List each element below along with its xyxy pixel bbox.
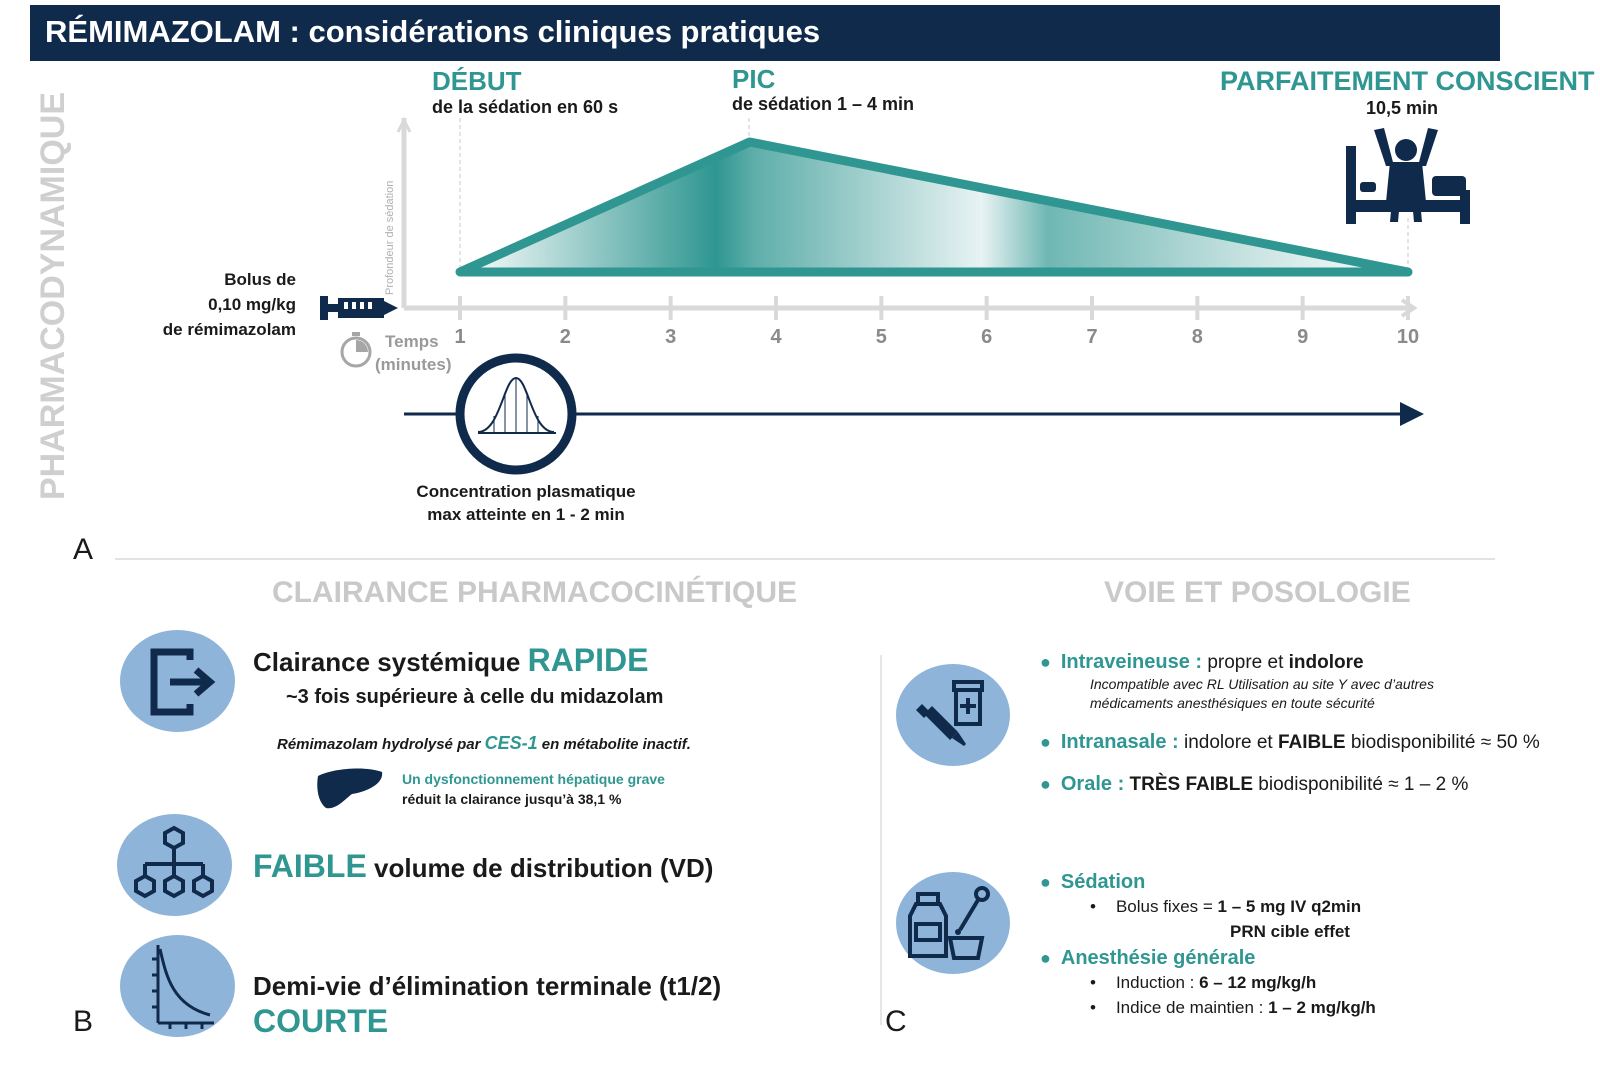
x-tick-label: 3 bbox=[665, 326, 677, 348]
liver-line1: Un dysfonctionnement hépatique grave bbox=[402, 771, 665, 787]
exit-icon-circle bbox=[120, 630, 235, 732]
iv-text2: indolore bbox=[1288, 652, 1364, 673]
oral-line bbox=[1040, 773, 1468, 796]
ag-maint-val: 1 – 2 mg/kg/h bbox=[1268, 998, 1376, 1017]
section-divider bbox=[115, 558, 1495, 560]
ag-induction-val: 6 – 12 mg/kg/h bbox=[1199, 973, 1317, 992]
vd-text: volume de distribution (VD) bbox=[366, 853, 714, 883]
sub-bullet-icon: • bbox=[1090, 973, 1096, 992]
decay-icon-circle bbox=[120, 935, 235, 1037]
in-text1: indolore et bbox=[1178, 732, 1278, 753]
hydrolysis-ces: CES-1 bbox=[484, 733, 538, 753]
x-tick-label: 7 bbox=[1086, 326, 1098, 348]
hydrolysis-pre: Rémimazolam hydrolysé par bbox=[277, 736, 485, 753]
panel-letter-b: B bbox=[73, 1005, 94, 1038]
ag-line bbox=[1040, 947, 1255, 970]
vd-emph: FAIBLE bbox=[253, 848, 367, 884]
panel-letter-a: A bbox=[73, 533, 94, 566]
x-tick-label: 2 bbox=[559, 326, 571, 348]
bottles-icon-circle bbox=[896, 872, 1010, 974]
bolus-line1: Bolus de bbox=[224, 270, 296, 289]
panel-letter-c: C bbox=[885, 1005, 907, 1038]
vd-line bbox=[253, 848, 713, 885]
pic-title: PIC bbox=[732, 64, 776, 94]
bell-curve-icon bbox=[460, 358, 572, 470]
sedation-bolus-pre: Bolus fixes = bbox=[1115, 897, 1218, 916]
ag-label: Anesthésie générale bbox=[1060, 947, 1256, 969]
x-tick-label: 4 bbox=[770, 326, 782, 348]
y-axis-label: Profondeur de sédation bbox=[384, 180, 396, 295]
hierarchy-icon bbox=[117, 814, 232, 916]
x-tick-label: 8 bbox=[1191, 326, 1203, 348]
sub-bullet-icon: • bbox=[1090, 998, 1096, 1017]
hydrolysis-line bbox=[277, 733, 691, 754]
person-waking-icon bbox=[1346, 128, 1470, 224]
bolus-line2: 0,10 mg/kg bbox=[208, 295, 296, 314]
ag-induction-pre: Induction : bbox=[1115, 973, 1200, 992]
conscient-title: PARFAITEMENT CONSCIENT bbox=[1220, 66, 1595, 96]
decay-curve-icon bbox=[120, 935, 235, 1037]
hierarchy-icon-circle bbox=[117, 814, 232, 916]
ag-induction-line bbox=[1090, 973, 1316, 993]
in-text3: biodisponibilité ≈ 50 % bbox=[1345, 732, 1540, 753]
iv-text1: propre et bbox=[1202, 652, 1289, 673]
ag-maint-line bbox=[1090, 998, 1376, 1018]
in-label: Intranasale : bbox=[1060, 731, 1179, 753]
page-title: RÉMIMAZOLAM : considérations cliniques pratiques bbox=[45, 14, 821, 49]
liver-line2: réduit la clairance jusqu’à 38,1 % bbox=[402, 791, 622, 807]
x-tick-label: 9 bbox=[1297, 326, 1309, 348]
exit-icon bbox=[120, 630, 235, 732]
debut-sub: de la sédation en 60 s bbox=[432, 97, 619, 117]
liver-icon bbox=[314, 766, 386, 812]
iv-label: Intraveineuse : bbox=[1060, 651, 1203, 673]
sedation-label: Sédation bbox=[1060, 871, 1146, 893]
oral-text1: TRÈS FAIBLE bbox=[1124, 774, 1254, 795]
conscient-sub: 10,5 min bbox=[1366, 98, 1439, 118]
stopwatch-icon bbox=[342, 332, 370, 366]
pk-header: CLAIRANCE PHARMACOCINÉTIQUE bbox=[272, 576, 797, 609]
sedation-line bbox=[1040, 871, 1145, 894]
pd-section-label: PHARMACODYNAMIQUE bbox=[34, 92, 72, 500]
bolus-line3: de rémimazolam bbox=[162, 320, 296, 339]
sedation-bolus-line bbox=[1090, 897, 1361, 917]
in-text2: FAIBLE bbox=[1278, 732, 1346, 753]
conc-line1: Concentration plasmatique bbox=[416, 482, 636, 501]
oral-text2: biodisponibilité ≈ 1 – 2 % bbox=[1253, 774, 1469, 795]
sedation-prn: PRN cible effet bbox=[1230, 922, 1350, 941]
x-tick-label: 6 bbox=[981, 326, 993, 348]
conc-line2: max atteinte en 1 - 2 min bbox=[427, 505, 625, 524]
bullet-dot-icon: ● bbox=[1040, 774, 1051, 794]
syringe-icon bbox=[320, 296, 398, 320]
time-label-1: Temps bbox=[385, 332, 439, 351]
route-header: VOIE ET POSOLOGIE bbox=[1104, 576, 1411, 609]
sedation-bolus-val: 1 – 5 mg IV q2min bbox=[1217, 897, 1362, 916]
in-line bbox=[1040, 731, 1540, 754]
clearance-emph: RAPIDE bbox=[527, 642, 649, 678]
sub-bullet-icon: • bbox=[1090, 897, 1096, 916]
debut-title: DÉBUT bbox=[432, 66, 522, 96]
vertical-divider bbox=[880, 655, 882, 1025]
iv-icon-circle bbox=[896, 664, 1010, 766]
half-life-emph: COURTE bbox=[253, 1003, 389, 1039]
sedation-area bbox=[460, 142, 1408, 272]
bottles-icon bbox=[896, 872, 1010, 974]
clearance-text: Clairance systémique bbox=[253, 647, 528, 677]
x-tick-label: 10 bbox=[1396, 326, 1420, 348]
hydrolysis-post: en métabolite inactif. bbox=[537, 736, 691, 753]
iv-note2: médicaments anesthésiques en toute sécurité bbox=[1090, 695, 1375, 711]
iv-note1: Incompatible avec RL Utilisation au site Y avec d’autres bbox=[1090, 676, 1434, 692]
oral-label: Orale : bbox=[1060, 773, 1125, 795]
bullet-dot-icon: ● bbox=[1040, 732, 1051, 752]
x-tick-label: 5 bbox=[875, 326, 887, 348]
bullet-dot-icon: ● bbox=[1040, 652, 1051, 672]
iv-vial-icon bbox=[896, 664, 1010, 766]
bullet-dot-icon: ● bbox=[1040, 948, 1051, 968]
pic-sub: de sédation 1 – 4 min bbox=[732, 94, 915, 114]
ag-maint-pre: Indice de maintien : bbox=[1115, 998, 1269, 1017]
half-life-text: Demi-vie d’élimination terminale (t1/2) bbox=[253, 971, 722, 1001]
clearance-line bbox=[253, 642, 648, 679]
time-label-2: (minutes) bbox=[375, 355, 452, 374]
x-tick-label: 1 bbox=[454, 326, 466, 348]
clearance-sub: ~3 fois supérieure à celle du midazolam bbox=[286, 686, 664, 708]
iv-line bbox=[1040, 651, 1364, 674]
bullet-dot-icon: ● bbox=[1040, 872, 1051, 892]
